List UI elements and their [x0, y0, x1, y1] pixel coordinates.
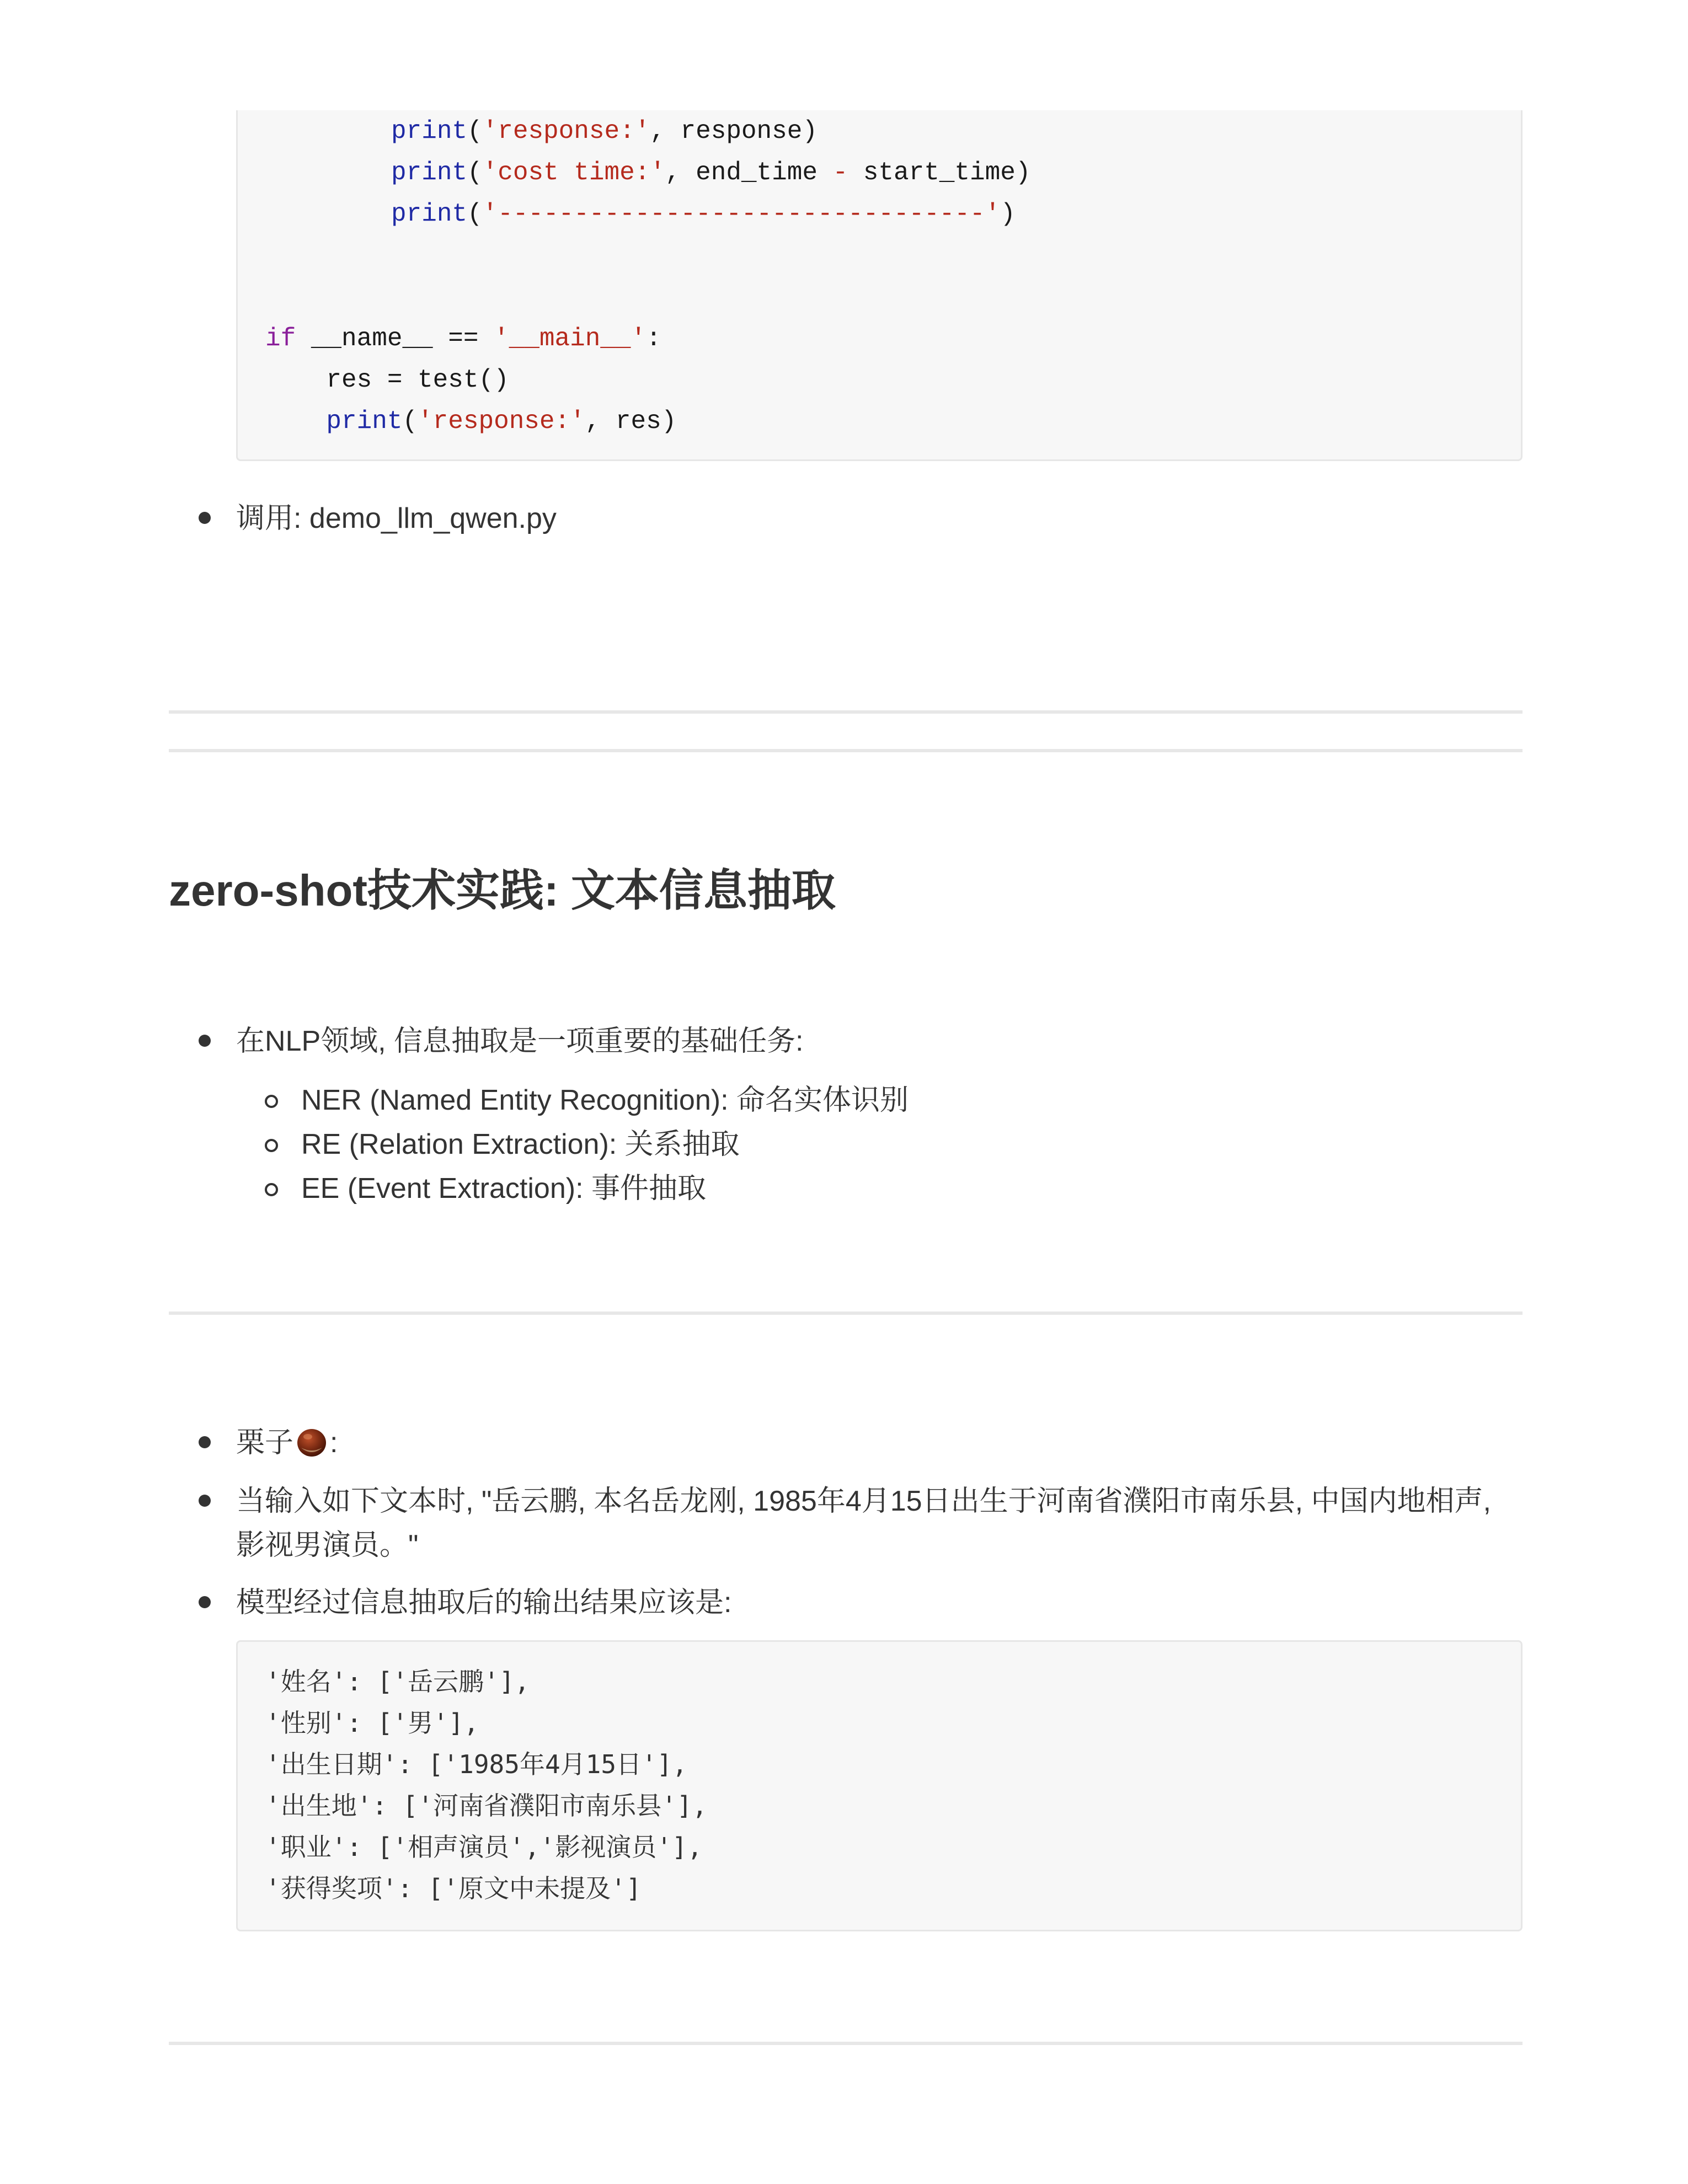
intro-bullet-text: 在NLP领域, 信息抽取是一项重要的基础任务:	[236, 1025, 804, 1057]
example-label	[236, 1421, 338, 1465]
input-text-line1: 当输入如下文本时, "岳云鹏, 本名岳龙刚, 1985年4月15日出生于河南省濮阳市南乐县, 中国内地相声,	[236, 1485, 1491, 1517]
code-block-output	[236, 1640, 1523, 1931]
bullet-dot	[199, 1495, 211, 1507]
divider	[169, 2042, 1523, 2045]
divider	[169, 710, 1523, 714]
output-bullet-text: 模型经过信息抽取后的输出结果应该是:	[236, 1587, 732, 1619]
divider	[169, 749, 1523, 752]
bullet-dot	[199, 1035, 211, 1047]
code-line-res-assign: res = test()	[265, 366, 509, 394]
code-line-print-separator: print('--------------------------------')	[391, 200, 1016, 228]
call-bullet-text: 调用: demo_llm_qwen.py	[236, 502, 557, 534]
sub-bullet-re: RE (Relation Extraction): 关系抽取	[301, 1128, 740, 1160]
input-text-line2: 影视男演员。"	[236, 1529, 419, 1561]
code-line-print-cost-time: print('cost time:', end_time - start_time)	[391, 158, 1031, 187]
code-line-gender: '性别': ['男'],	[265, 1708, 479, 1738]
chestnut-icon	[296, 1426, 328, 1458]
code-line-birthdate: '出生日期': ['1985年4月15日'],	[265, 1749, 688, 1779]
example-label-text: 栗子	[236, 1427, 294, 1459]
bullet-dot	[199, 512, 211, 524]
code-line-if-main: if __name__ == '__main__':	[265, 324, 661, 353]
code-line-occupation: '职业': ['相声演员','影视演员'],	[265, 1832, 703, 1862]
sub-bullet-ring	[265, 1095, 278, 1108]
example-label-suffix: :	[330, 1427, 338, 1459]
code-line-print-response: print('response:', response)	[391, 117, 818, 146]
code-line-print-res: print('response:', res)	[326, 407, 677, 436]
divider	[169, 1312, 1523, 1315]
sub-bullet-ring	[265, 1183, 278, 1196]
sub-bullet-ring	[265, 1139, 278, 1152]
bullet-dot	[199, 1596, 211, 1608]
sub-bullet-ee: EE (Event Extraction): 事件抽取	[301, 1173, 706, 1205]
section-title: zero-shot技术实践: 文本信息抽取	[169, 866, 836, 915]
bullet-dot	[199, 1436, 211, 1448]
code-block-top	[236, 110, 1523, 461]
code-line-awards: '获得奖项': ['原文中未提及']	[265, 1873, 642, 1903]
sub-bullet-ner: NER (Named Entity Recognition): 命名实体识别	[301, 1084, 909, 1116]
code-line-name: '姓名': ['岳云鹏'],	[265, 1667, 530, 1696]
code-line-birthplace: '出生地': ['河南省濮阳市南乐县'],	[265, 1791, 708, 1821]
